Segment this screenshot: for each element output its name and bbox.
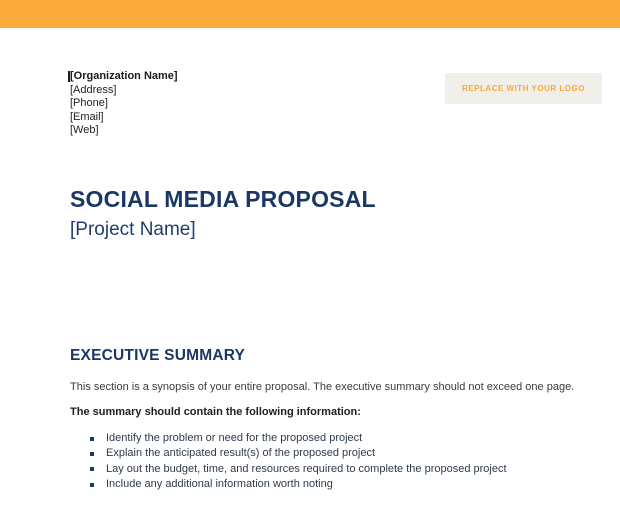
project-name-placeholder: [Project Name]: [70, 219, 196, 240]
top-accent-bar: [0, 0, 620, 28]
section-list-intro-text: The summary should contain the following information:: [70, 406, 361, 418]
organization-address: [Address]: [70, 83, 117, 96]
document-title: SOCIAL MEDIA PROPOSAL: [70, 186, 376, 212]
logo-placeholder-label: REPLACE WITH YOUR LOGO: [462, 84, 585, 93]
section-heading: EXECUTIVE SUMMARY: [70, 347, 246, 364]
organization-phone: [Phone]: [70, 97, 108, 109]
organization-web: [Web]: [70, 124, 99, 136]
organization-name: [70, 70, 178, 84]
organization-name-text: [Organization Name]: [70, 70, 178, 82]
summary-bullet-list: [70, 431, 575, 493]
list-item: Lay out the budget, time, and resources required to complete the proposed project: [70, 462, 575, 477]
logo-placeholder-button[interactable]: [445, 73, 602, 104]
organization-info-block: [70, 70, 178, 138]
list-item: Identify the problem or need for the proposed project: [70, 431, 575, 446]
text-cursor: [68, 71, 70, 82]
list-item: Explain the anticipated result(s) of the proposed project: [70, 446, 575, 461]
executive-summary-section: [70, 347, 575, 493]
section-intro-text: This section is a synopsis of your entire proposal. The executive summary should not exceed one page.: [70, 381, 575, 393]
organization-email: [Email]: [70, 110, 104, 123]
list-item: Include any additional information worth noting: [70, 477, 575, 492]
